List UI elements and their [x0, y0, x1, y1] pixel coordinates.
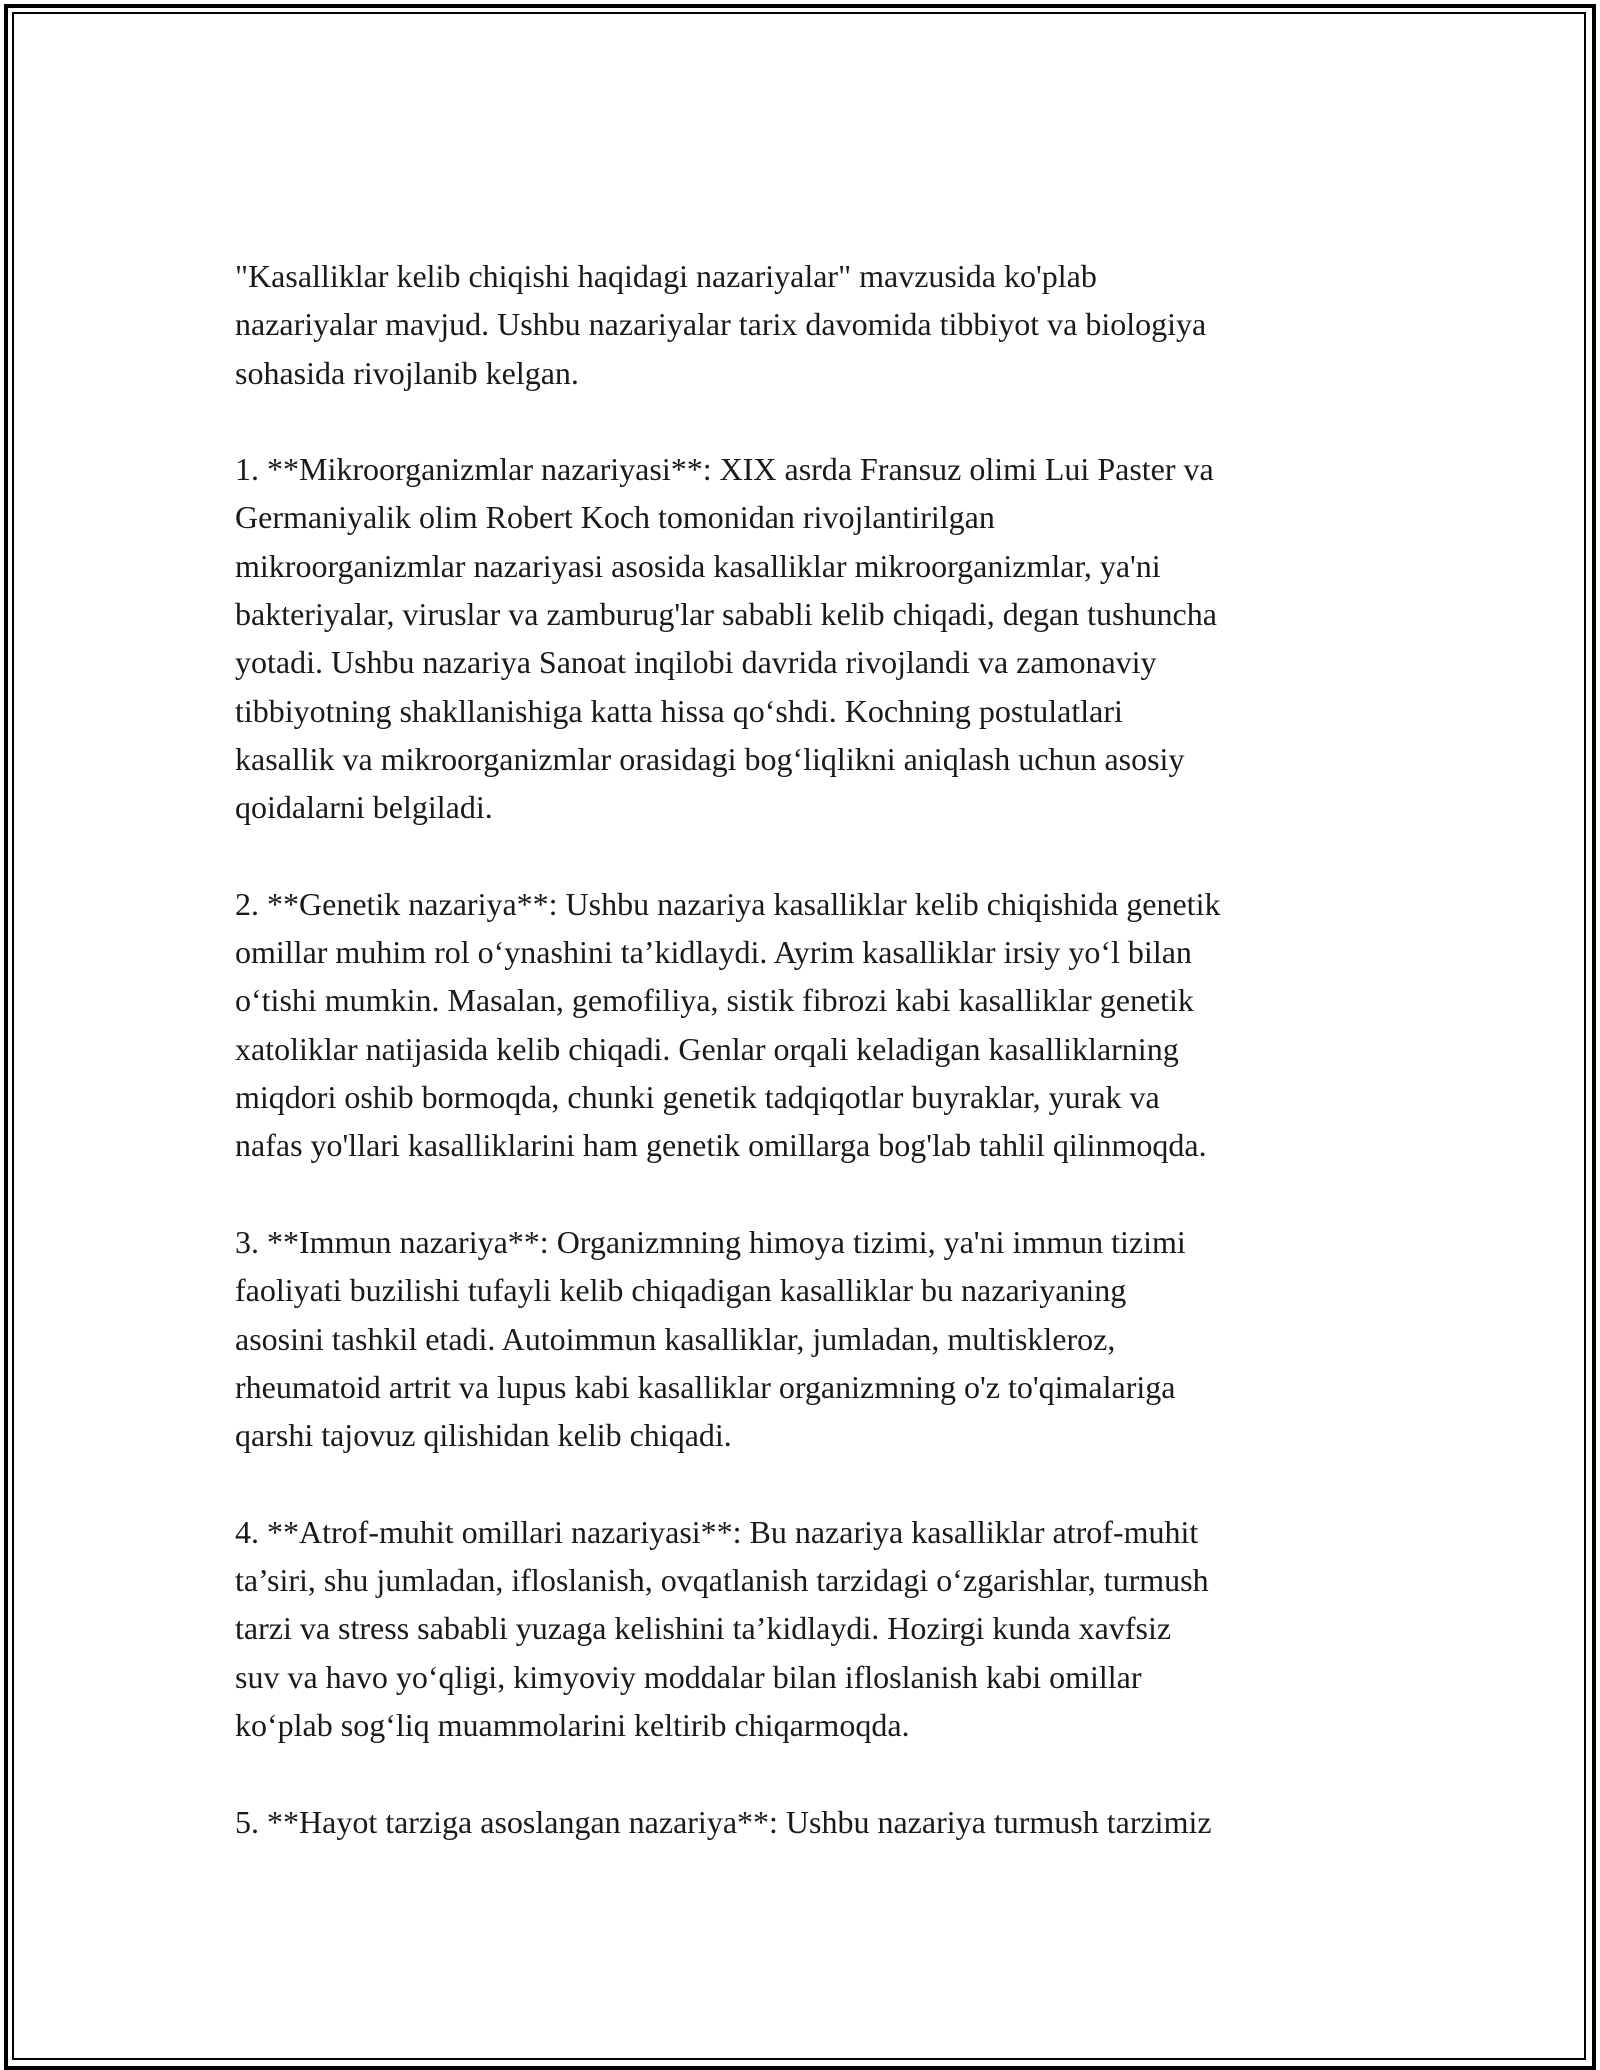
paragraph-lifestyle-theory: 5. **Hayot tarziga asoslangan nazariya**: Ushbu nazariya turmush tarzimiz: [235, 1803, 1212, 1840]
paragraph-immune-theory: 3. **Immun nazariya**: Organizmning himoya tizimi, ya'ni immun tizimi faoliyati buzilishi tufayli kelib chiqadigan kasalliklar bu nazariyaning asosini tashkil etadi. Autoimmun kasalliklar, jumladan, multiskleroz, rheumatoid artrit va lupus kabi kasalliklar organizmning o'z to'qimalariga qarshi tajovuz qilishidan kelib chiqadi.: [235, 1223, 1186, 1454]
paragraph-microorganism-theory: 1. **Mikroorganizmlar nazariyasi**: XIX asrda Fransuz olimi Lui Paster va Germaniyalik olim Robert Koch tomonidan rivojlantirilgan mikroorganizmlar nazariyasi asosida kasalliklar mikroorganizmlar, ya'ni bakteriyalar, viruslar va zamburug'lar sababli kelib chiqadi, degan tushuncha yotadi. Ushbu nazariya Sanoat inqilobi davrida rivojlandi va zamonaviy tibbiyotning shakllanishiga katta hissa qo‘shdi. Kochning postulatlari kasallik va mikroorganizmlar orasidagi bog‘liqlikni aniqlash uchun asosiy qoidalarni belgiladi.: [235, 451, 1217, 826]
paragraph-environmental-theory: 4. **Atrof-muhit omillari nazariyasi**: Bu nazariya kasalliklar atrof-muhit ta’siri, shu jumladan, ifloslanish, ovqatlanish tarzidagi o‘zgarishlar, turmush tarzi va stress sababli yuzaga kelishini ta’kidlaydi. Hozirgi kunda xavfsiz suv va havo yo‘qligi, kimyoviy moddalar bilan ifloslanish kabi omillar ko‘plab sog‘liq muammolarini keltirib chiqarmoqda.: [235, 1513, 1209, 1743]
paragraph-genetic-theory: 2. **Genetik nazariya**: Ushbu nazariya kasalliklar kelib chiqishida genetik omillar muhim rol o‘ynashini ta’kidlaydi. Ayrim kasalliklar irsiy yo‘l bilan o‘tishi mumkin. Masalan, gemofiliya, sistik fibrozi kabi kasalliklar genetik xatoliklar natijasida kelib chiqadi. Genlar orqali keladigan kasalliklarning miqdori oshib bormoqda, chunki genetik tadqiqotlar buyraklar, yurak va nafas yo'llari kasalliklarini ham genetik omillarga bog'lab tahlil qilinmoqda.: [235, 885, 1221, 1164]
intro-paragraph: "Kasalliklar kelib chiqishi haqidagi nazariyalar" mavzusida ko'plab nazariyalar mavjud. Ushbu nazariyalar tarix davomida tibbiyot va biologiya sohasida rivojlanib kelgan.: [235, 258, 1207, 391]
document-body: [235, 252, 1365, 1894]
